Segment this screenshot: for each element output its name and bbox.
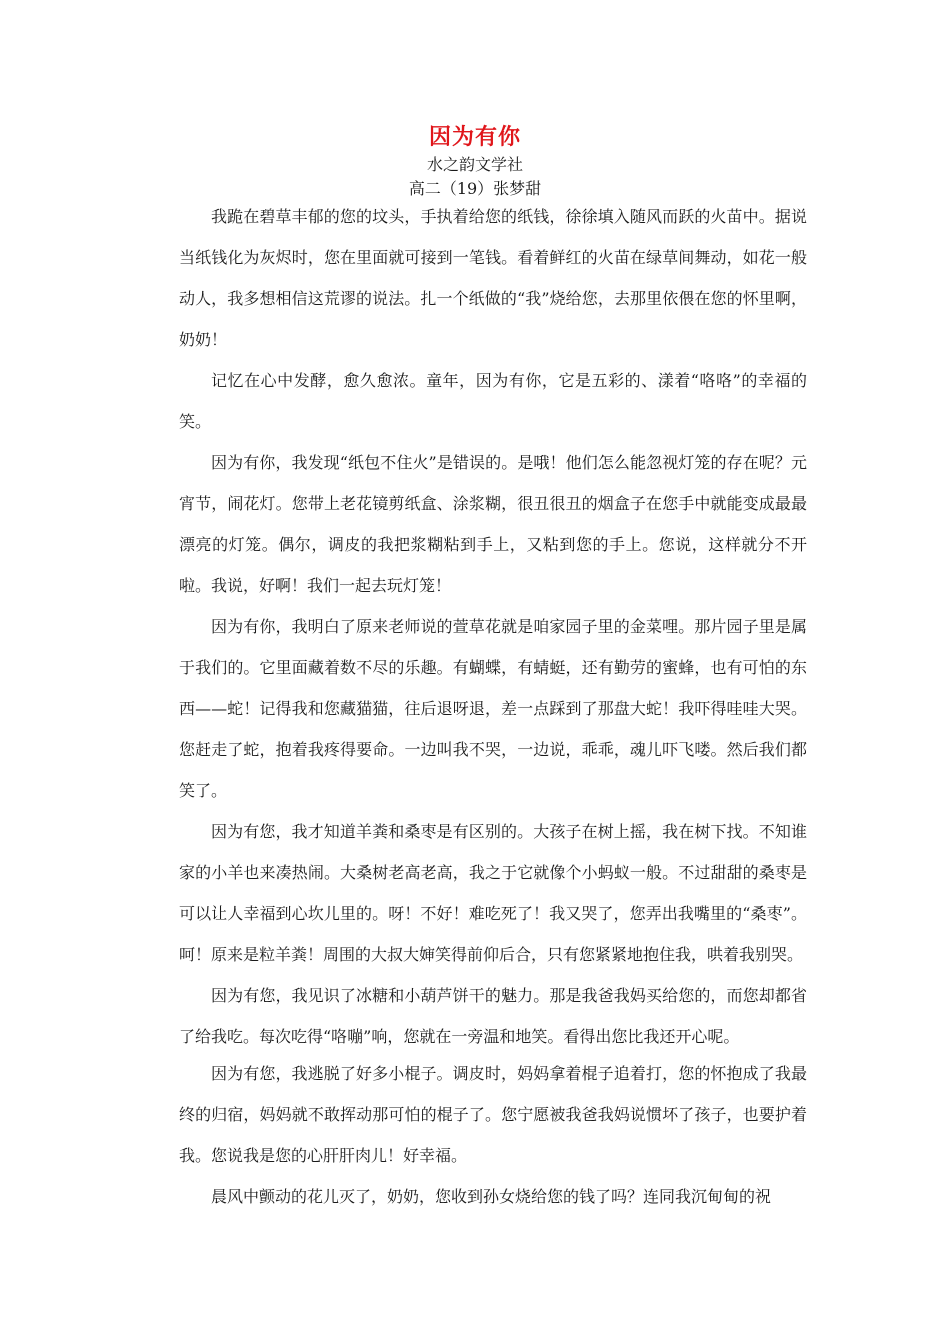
paragraph: 记忆在心中发酵，愈久愈浓。童年，因为有你，它是五彩的、漾着“咯咯”的幸福的笑。 xyxy=(179,371,807,431)
paragraph: 晨风中颤动的花儿灭了，奶奶，您收到孙女烧给您的钱了吗？连同我沉甸甸的祝 xyxy=(211,1187,772,1206)
paragraph: 因为有你，我明白了原来老师说的萱草花就是咱家园子里的金菜哩。那片园子里是属于我们的。它里面藏着数不尽的乐趣。有蝴蝶，有蜻蜓，还有勤劳的蜜蜂，也有可怕的东西——蛇！记得我和您藏猫猫，往后退呀退，差一点踩到了那盘大蛇！我吓得哇哇大哭。您赶走了蛇，抱着我疼得要命。一边叫我不哭，一边说，乖乖，魂儿吓飞喽。然后我们都笑了。 xyxy=(179,617,807,800)
author-line: 高二（19）张梦甜 xyxy=(408,179,542,198)
paragraph: 因为有你，我发现“纸包不住火”是错误的。是哦！他们怎么能忽视灯笼的存在呢？元宵节，闹花灯。您带上老花镜剪纸盒、涂浆糊，很丑很丑的烟盒子在您手中就能变成最最漂亮的灯笼。偶尔，调皮的我把浆糊粘到手上，又粘到您的手上。您说，这样就分不开啦。我说，好啊！我们一起去玩灯笼！ xyxy=(179,453,807,595)
paragraph: 我跪在碧草丰郁的您的坟头，手执着给您的纸钱，徐徐填入随风而跃的火苗中。据说当纸钱化为灰烬时，您在里面就可接到一笔钱。看着鲜红的火苗在绿草间舞动，如花一般动人，我多想相信这荒谬的说法。扎一个纸做的“我”烧给您，去那里依偎在您的怀里啊，奶奶！ xyxy=(179,207,807,349)
paragraph: 因为有您，我才知道羊粪和桑枣是有区别的。大孩子在树上摇，我在树下找。不知谁家的小羊也来凑热闹。大桑树老高老高，我之于它就像个小蚂蚁一般。不过甜甜的桑枣是可以让人幸福到心坎儿里的。呀！不好！难吃死了！我又哭了，您弄出我嘴里的“桑枣”。呵！原来是粒羊粪！周围的大叔大婶笑得前仰后合，只有您紧紧地抱住我，哄着我别哭。 xyxy=(179,822,807,964)
paragraph: 因为有您，我见识了冰糖和小葫芦饼干的魅力。那是我爸我妈买给您的，而您却都省了给我吃。每次吃得“咯嘣”响，您就在一旁温和地笑。看得出您比我还开心呢。 xyxy=(179,986,807,1046)
article-body xyxy=(179,196,807,1217)
literary-club-name: 水之韵文学社 xyxy=(426,155,523,174)
article-title: 因为有你 xyxy=(428,125,521,150)
paragraph: 因为有您，我逃脱了好多小棍子。调皮时，妈妈拿着棍子追着打，您的怀抱成了我最终的归宿，妈妈就不敢挥动那可怕的棍子了。您宁愿被我爸我妈说惯坏了孩子，也要护着我。您说我是您的心肝肝肉儿！好幸福。 xyxy=(179,1064,807,1165)
